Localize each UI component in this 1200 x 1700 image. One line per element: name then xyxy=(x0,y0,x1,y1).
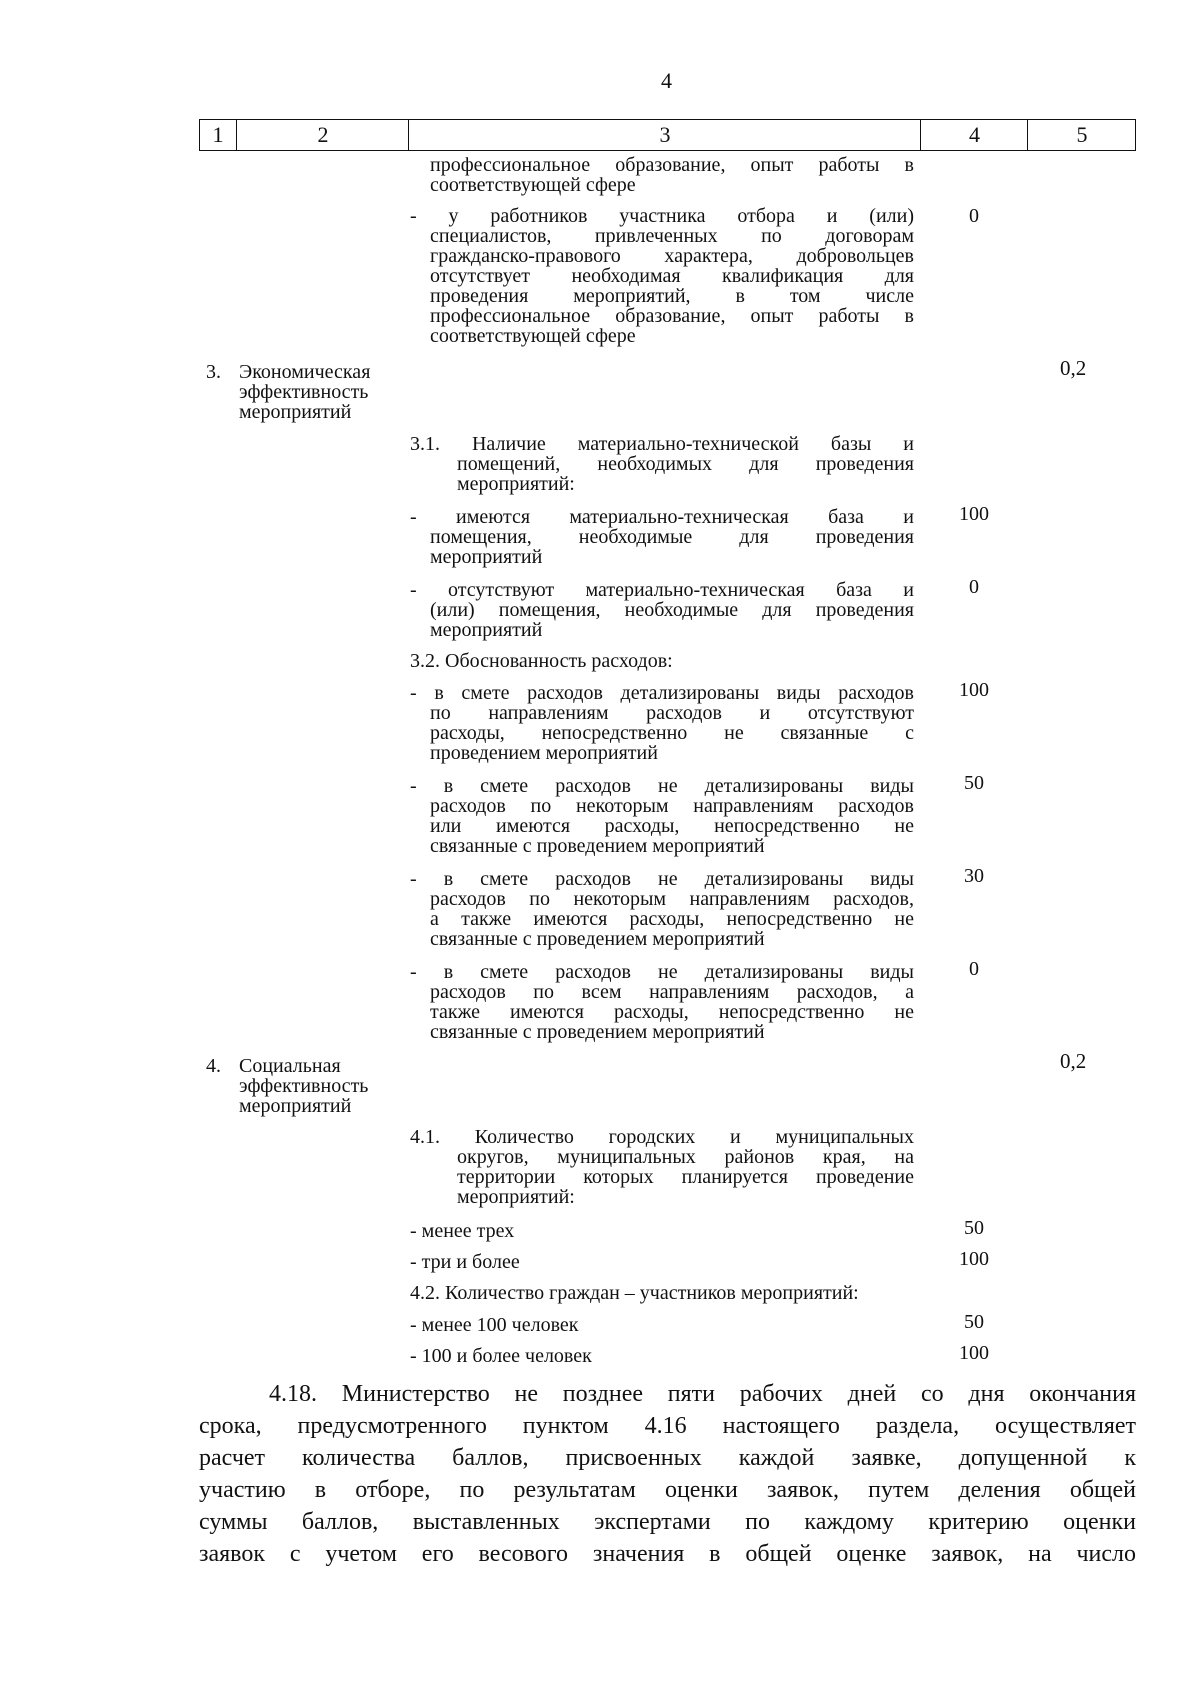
score: 30 xyxy=(964,865,984,887)
option-line: или имеются расходы, непосредственно не xyxy=(430,815,914,837)
option-line: - три и более xyxy=(410,1251,520,1273)
criterion-name-line: эффективность xyxy=(239,1075,369,1097)
subcriterion-title: 4.1. Количество городских и муниципальных xyxy=(410,1126,914,1148)
subcriterion-title: округов, муниципальных районов края, на xyxy=(457,1146,914,1168)
page-number: 4 xyxy=(661,68,672,93)
option-line: а также имеются расходы, непосредственно не xyxy=(430,908,914,930)
criterion-weight: 0,2 xyxy=(1060,1049,1087,1073)
option-line: проведением мероприятий xyxy=(430,742,658,764)
option-line: расходов по некоторым направлениям расходов xyxy=(430,795,914,817)
header-col-3: 3 xyxy=(408,120,921,150)
subcriterion-title: мероприятий: xyxy=(457,473,575,495)
option-line: - менее трех xyxy=(410,1220,515,1242)
subcriterion-title: помещений, необходимых для проведения xyxy=(457,453,914,475)
option-line: по направлениям расходов и отсутствуют xyxy=(430,702,914,724)
score: 100 xyxy=(959,679,989,701)
paragraph-line: заявок с учетом его весового значения в общей оценке заявок, на число xyxy=(199,1541,1136,1567)
subcriterion-title: мероприятий: xyxy=(457,1186,575,1208)
option-line: связанные с проведением мероприятий xyxy=(430,928,765,950)
option-line: связанные с проведением мероприятий xyxy=(430,835,765,857)
criterion-name-line: Социальная xyxy=(239,1055,341,1077)
paragraph-line: расчет количества баллов, присвоенных каждой заявке, допущенной к xyxy=(199,1445,1136,1471)
option-line: - имеются материально-техническая база и xyxy=(410,506,914,528)
option-line: - в смете расходов не детализированы виды xyxy=(410,961,914,983)
option-line: - 100 и более человек xyxy=(410,1345,592,1367)
header-col-2: 2 xyxy=(236,120,409,150)
option-line: - в смете расходов не детализированы виды xyxy=(410,868,914,890)
score: 0 xyxy=(969,958,979,980)
option-line: мероприятий xyxy=(430,546,543,568)
criterion-name-line: Экономическая xyxy=(239,361,371,383)
continuation-line: профессиональное образование, опыт работы в xyxy=(430,154,914,176)
option-line: - в смете расходов детализированы виды расходов xyxy=(410,682,914,704)
option-line: - менее 100 человек xyxy=(410,1314,579,1336)
table-header-row xyxy=(199,119,1136,151)
criterion-name-line: эффективность xyxy=(239,381,369,403)
score: 0 xyxy=(969,576,979,598)
continuation-line: соответствующей сфере xyxy=(430,174,636,196)
option-line: профессиональное образование, опыт работы в xyxy=(430,305,914,327)
subcriterion-title: территории которых планируется проведение xyxy=(457,1166,914,1188)
criterion-weight: 0,2 xyxy=(1060,356,1087,380)
option-line: проведения мероприятий, в том числе xyxy=(430,285,914,307)
paragraph-line: срока, предусмотренного пунктом 4.16 настоящего раздела, осуществляет xyxy=(199,1413,1136,1439)
option-line: гражданско-правового характера, добровольцев xyxy=(430,245,914,267)
option-line: расходов по всем направлениям расходов, а xyxy=(430,981,914,1003)
score: 100 xyxy=(959,1248,989,1270)
criterion-name-line: мероприятий xyxy=(239,401,352,423)
option-line: расходов по некоторым направлениям расходов, xyxy=(430,888,914,910)
option-line: (или) помещения, необходимые для проведения xyxy=(430,599,914,621)
option-line: мероприятий xyxy=(430,619,543,641)
option-line: расходы, непосредственно не связанные с xyxy=(430,722,914,744)
score: 0 xyxy=(969,205,979,227)
paragraph-line: 4.18. Министерство не позднее пяти рабочих дней со дня окончания xyxy=(269,1381,1136,1407)
score: 50 xyxy=(964,772,984,794)
option-line: - в смете расходов не детализированы виды xyxy=(410,775,914,797)
subcriterion-title: 3.2. Обоснованность расходов: xyxy=(410,650,673,672)
option-line: связанные с проведением мероприятий xyxy=(430,1021,765,1043)
option-line: специалистов, привлеченных по договорам xyxy=(430,225,914,247)
score: 100 xyxy=(959,503,989,525)
header-col-5: 5 xyxy=(1027,120,1136,150)
option-line: также имеются расходы, непосредственно не xyxy=(430,1001,914,1023)
option-line: отсутствует необходимая квалификация для xyxy=(430,265,914,287)
header-col-4: 4 xyxy=(920,120,1028,150)
score: 50 xyxy=(964,1217,984,1239)
option-line: - отсутствуют материально-техническая база и xyxy=(410,579,914,601)
criterion-name xyxy=(239,362,409,422)
criterion-name xyxy=(239,1056,409,1116)
criterion-number: 3. xyxy=(206,361,221,383)
score: 100 xyxy=(959,1342,989,1364)
body-paragraph xyxy=(199,1378,1136,1570)
subcriterion-title: 3.1. Наличие материально-технической базы и xyxy=(410,433,914,455)
option-line: помещения, необходимые для проведения xyxy=(430,526,914,548)
criterion-name-line: мероприятий xyxy=(239,1095,352,1117)
header-col-1: 1 xyxy=(212,122,224,147)
criterion-number: 4. xyxy=(206,1055,221,1077)
subcriterion-title: 4.2. Количество граждан – участников мероприятий: xyxy=(410,1282,859,1304)
option-line: соответствующей сфере xyxy=(430,325,636,347)
paragraph-line: участию в отборе, по результатам оценки заявок, путем деления общей xyxy=(199,1477,1136,1503)
score: 50 xyxy=(964,1311,984,1333)
option-line: - у работников участника отбора и (или) xyxy=(410,205,914,227)
paragraph-line: суммы баллов, выставленных экспертами по каждому критерию оценки xyxy=(199,1509,1136,1535)
